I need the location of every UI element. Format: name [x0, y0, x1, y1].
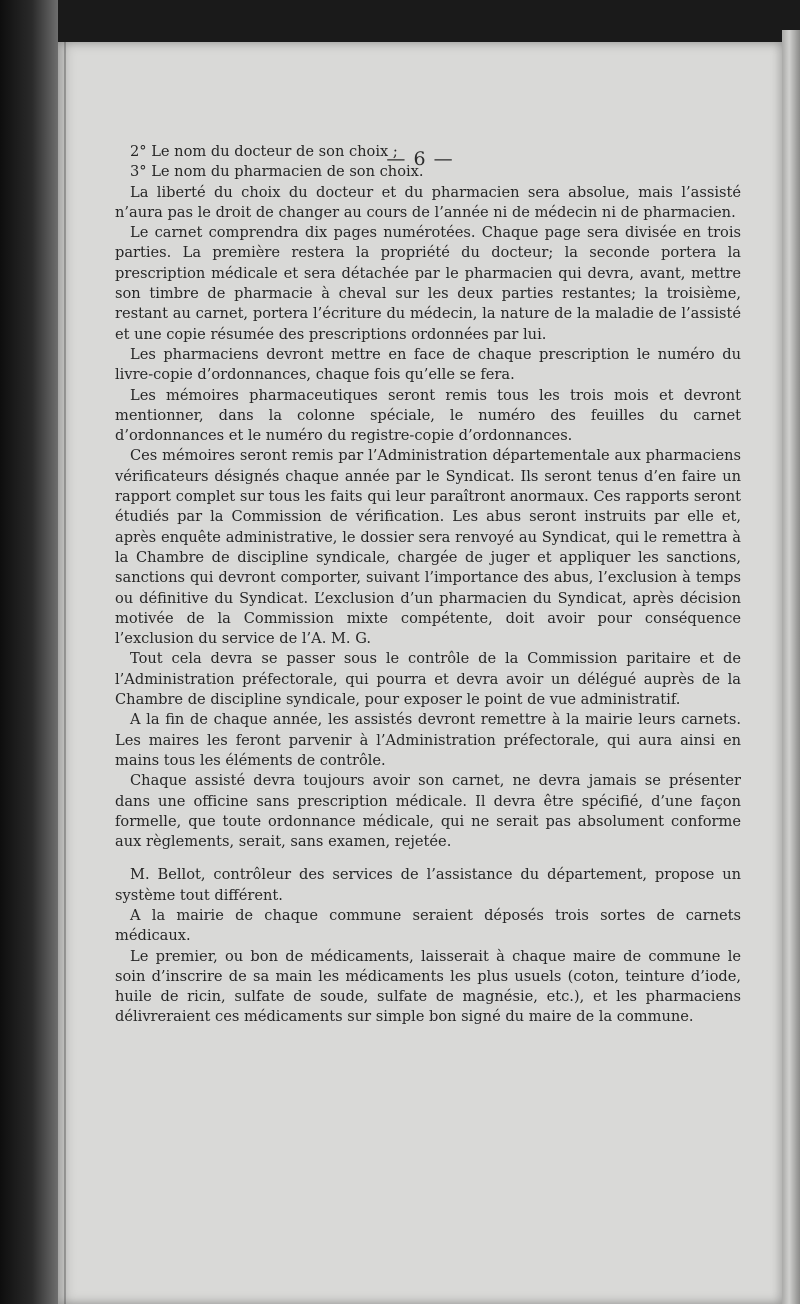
paragraph-memoires: Les mémoires pharmaceutiques seront remis tous les trois mois et devront mentionner, dans la colonne spéciale, le numéro des feuilles du carnet d’ordonnances et le numéro du registre-copie d’ordonnances.	[115, 386, 741, 445]
scan-left-edge	[0, 0, 58, 1304]
paragraph-mairie: A la mairie de chaque commune seraient déposés trois sortes de carnets médicaux.	[115, 906, 741, 945]
page-number: — 6 —	[386, 148, 454, 170]
paragraph-free-choice: La liberté du choix du docteur et du pharmacien sera absolue, mais l’assisté n’aura pas le droit de changer au cours de l’année ni de médecin ni de pharmacien.	[115, 183, 741, 221]
paragraph-verification: Ces mémoires seront remis par l’Administration départementale aux pharmaciens vérificateurs désignés chaque année par le Syndicat. Ils seront tenus d’en faire un rapport complet sur tous les faits qui leur paraîtront anormaux. Ces rapports seront étudiés par la Commission de vérification. Les abus seront instruits par elle et, après enquête administrative, le dossier sera renvoyé au Syndicat, qui le remettra à la Chambre de discipline syndicale, chargée de juger et appliquer les sanctions, sanctions qui devront comporter, suivant l’importance des abus, l’exclusion à temps ou définitive du Syndicat. L’exclusion d’un pharmacien du Syndicat, après décision motivée de la Commission mixte compétente, doit avoir pour conséquence l’exclusion du service de l’A. M. G.	[115, 447, 741, 648]
paragraph-bellot: M. Bellot, contrôleur des services de l’assistance du département, propose un système tout différent.	[115, 866, 741, 904]
paragraph-item-3: 3° Le nom du pharmacien de son choix.	[130, 163, 424, 181]
paragraph-assiste-carnet: Chaque assisté devra toujours avoir son carnet, ne devra jamais se présenter dans une officine sans prescription médicale. Il devra être spécifié, d’une façon formelle, que toute ordonnance médicale, qui ne serait pas absolument conforme aux règlements, serait, sans examen, rejetée.	[115, 772, 741, 851]
paragraph-item-2: 2° Le nom du docteur de son choix ;	[130, 143, 398, 160]
paragraph-control: Tout cela devra se passer sous le contrôle de la Commission paritaire et de l’Administration préfectorale, qui pourra et devra avoir un délégué auprès de la Chambre de discipline syndicale, pour exposer le point de vue administratif.	[115, 650, 741, 709]
paragraph-premier-bon: Le premier, ou bon de médicaments, laisserait à chaque maire de commune le soin d’inscrire de sa main les médicaments les plus usuels (coton, teinture d’iode, huile de ricin, sulfate de soude, sulfate de magnésie, etc.), et les pharmaciens délivreraient ces médicaments sur simple bon signé du maire de la commune.	[115, 947, 741, 1026]
paragraph-pharmacists-number: Les pharmaciens devront mettre en face de chaque prescription le numéro du livre-copie d’ordonnances, chaque fois qu’elle se fera.	[115, 345, 741, 384]
paragraph-carnet: Le carnet comprendra dix pages numérotées. Chaque page sera divisée en trois parties. La première restera la propriété du docteur; la seconde portera la prescription médicale et sera détachée par le pharmacien qui devra, avant, mettre son timbre de pharmacie à cheval sur les deux parties restantes; la troisième, restant au carnet, portera l’écriture du médecin, la nature de la maladie de l’assisté et une copie résumée des prescriptions ordonnées par lui.	[115, 224, 741, 343]
body-text	[115, 142, 741, 1028]
paragraph-year-end: A la fin de chaque année, les assistés devront remettre à la mairie leurs carnets. Les maires les feront parvenir à l’Administration préfectorale, qui aura ainsi en mains tous les éléments de contrôle.	[115, 711, 741, 769]
scan-right-edge	[782, 30, 800, 1304]
